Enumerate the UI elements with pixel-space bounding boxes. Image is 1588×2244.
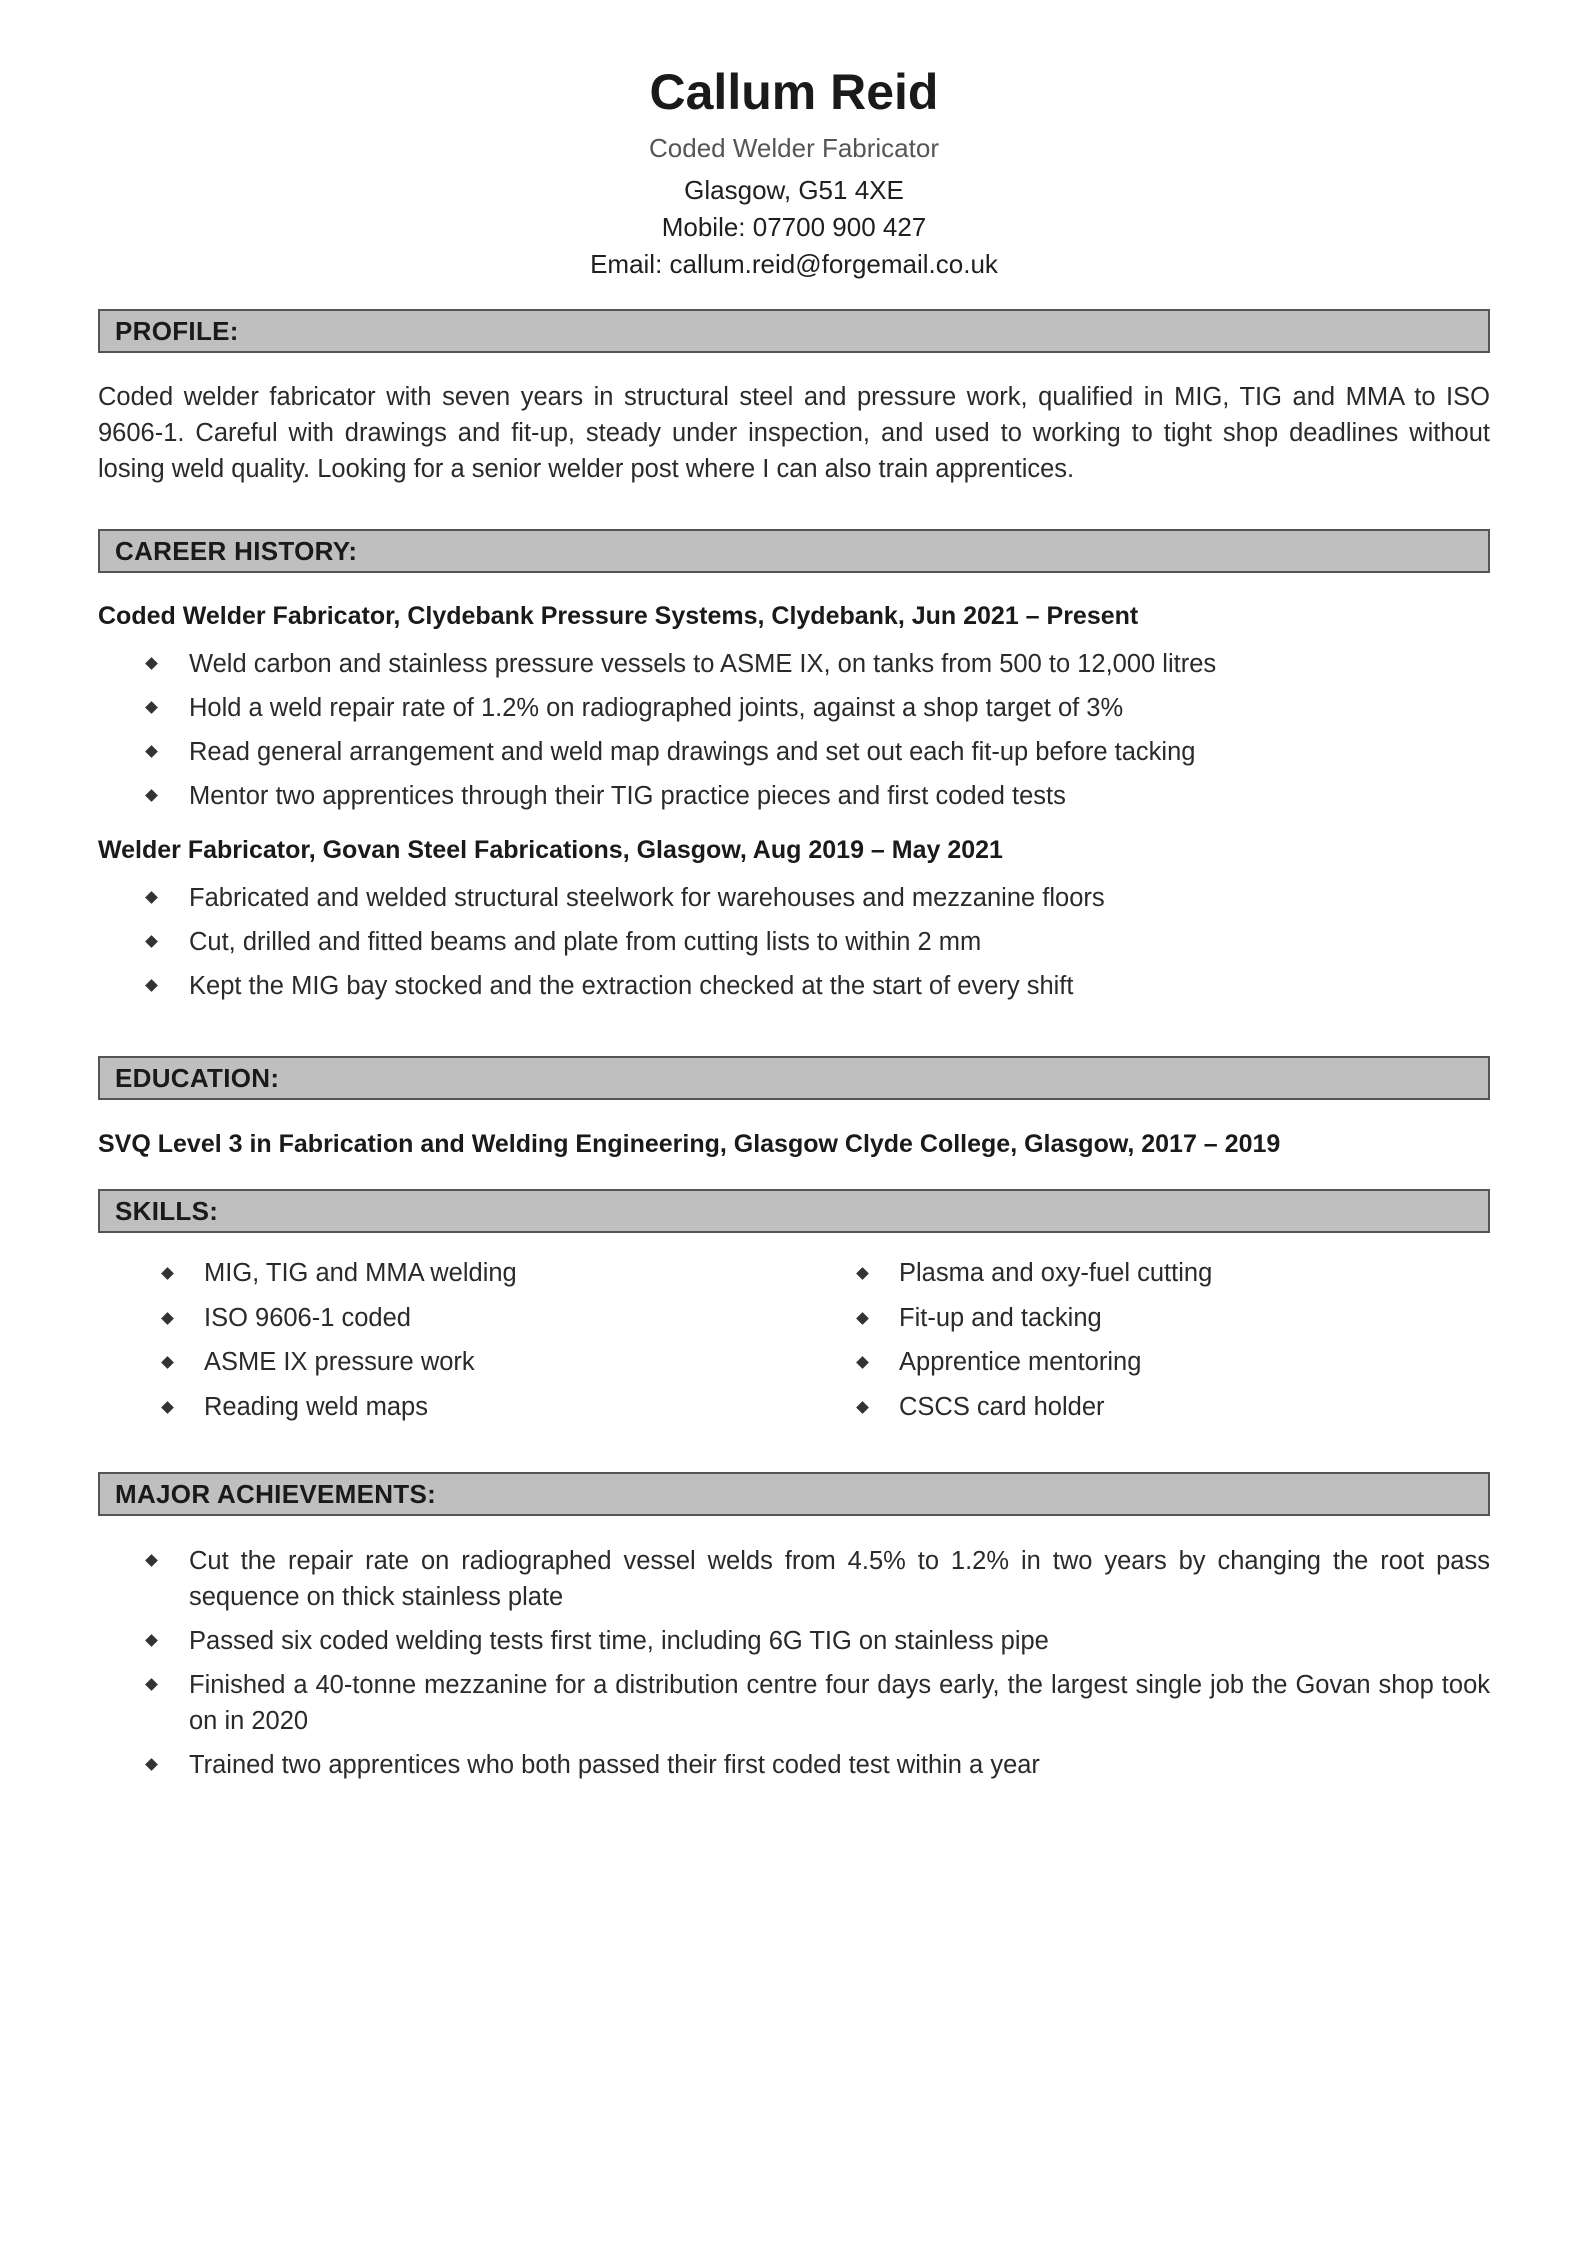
list-item: Mentor two apprentices through their TIG practice pieces and first coded tests — [98, 778, 1490, 814]
list-item: Weld carbon and stainless pressure vessels to ASME IX, on tanks from 500 to 12,000 litres — [98, 646, 1490, 682]
section-heading-career-history: CAREER HISTORY: — [98, 529, 1490, 573]
section-heading-major-achievements: MAJOR ACHIEVEMENTS: — [98, 1472, 1490, 1516]
diamond-bullet-icon — [161, 1356, 174, 1369]
job-bullets — [98, 646, 1490, 814]
diamond-bullet-icon — [145, 657, 158, 670]
job-bullets — [98, 880, 1490, 1004]
achievements-list — [98, 1543, 1490, 1783]
diamond-bullet-icon — [856, 1267, 869, 1280]
skills-grid — [98, 1251, 1490, 1429]
diamond-bullet-icon — [161, 1267, 174, 1280]
diamond-bullet-icon — [145, 979, 158, 992]
list-item: Passed six coded welding tests first time, including 6G TIG on stainless pipe — [98, 1623, 1490, 1659]
diamond-bullet-icon — [145, 789, 158, 802]
diamond-bullet-icon — [145, 891, 158, 904]
candidate-name: Callum Reid — [649, 64, 939, 120]
list-item: Cut the repair rate on radiographed vessel welds from 4.5% to 1.2% in two years by changing the root pass sequence on thick stainless plate — [98, 1543, 1490, 1615]
diamond-bullet-icon — [856, 1356, 869, 1369]
list-item: Read general arrangement and weld map drawings and set out each fit-up before tacking — [98, 734, 1490, 770]
diamond-bullet-icon — [145, 745, 158, 758]
diamond-bullet-icon — [145, 701, 158, 714]
job-entry — [98, 834, 1490, 1004]
resume-header — [98, 62, 1490, 283]
diamond-bullet-icon — [161, 1312, 174, 1325]
candidate-role: Coded Welder Fabricator — [649, 133, 939, 163]
list-item: Cut, drilled and fitted beams and plate from cutting lists to within 2 mm — [98, 924, 1490, 960]
job-title: Welder Fabricator, Govan Steel Fabrications, Glasgow, Aug 2019 – May 2021 — [98, 836, 1003, 864]
diamond-bullet-icon — [161, 1401, 174, 1414]
diamond-bullet-icon — [145, 1758, 158, 1771]
contact-address: Glasgow, G51 4XE — [684, 175, 904, 205]
diamond-bullet-icon — [856, 1401, 869, 1414]
skills-list — [98, 1251, 793, 1429]
list-item: Hold a weld repair rate of 1.2% on radiographed joints, against a shop target of 3% — [98, 690, 1490, 726]
list-item: Trained two apprentices who both passed their first coded test within a year — [98, 1747, 1490, 1783]
list-item: Apprentice mentoring — [793, 1340, 1488, 1385]
contact-email: Email: callum.reid@forgemail.co.uk — [590, 249, 998, 279]
diamond-bullet-icon — [145, 1634, 158, 1647]
section-heading-profile: PROFILE: — [98, 309, 1490, 353]
section-heading-skills: SKILLS: — [98, 1189, 1490, 1233]
job-entry — [98, 600, 1490, 814]
list-item: Plasma and oxy-fuel cutting — [793, 1251, 1488, 1296]
list-item: CSCS card holder — [793, 1385, 1488, 1430]
list-item: Finished a 40-tonne mezzanine for a distribution centre four days early, the largest single job the Govan shop took on in 2020 — [98, 1667, 1490, 1739]
list-item: Kept the MIG bay stocked and the extraction checked at the start of every shift — [98, 968, 1490, 1004]
section-heading-education: EDUCATION: — [98, 1056, 1490, 1100]
skills-column-left — [98, 1251, 793, 1429]
list-item: Fabricated and welded structural steelwork for warehouses and mezzanine floors — [98, 880, 1490, 916]
job-title: Coded Welder Fabricator, Clydebank Pressure Systems, Clydebank, Jun 2021 – Present — [98, 602, 1139, 630]
skills-column-right — [793, 1251, 1488, 1429]
list-item: Fit-up and tacking — [793, 1296, 1488, 1341]
diamond-bullet-icon — [145, 935, 158, 948]
list-item: ISO 9606-1 coded — [98, 1296, 793, 1341]
list-item: MIG, TIG and MMA welding — [98, 1251, 793, 1296]
diamond-bullet-icon — [856, 1312, 869, 1325]
education-entry: SVQ Level 3 in Fabrication and Welding Engineering, Glasgow Clyde College, Glasgow, 2017 – 2019 — [98, 1130, 1281, 1158]
contact-mobile: Mobile: 07700 900 427 — [661, 212, 927, 242]
list-item: ASME IX pressure work — [98, 1340, 793, 1385]
profile-text: Coded welder fabricator with seven years in structural steel and pressure work, qualified in MIG, TIG and MMA to ISO 9606-1. Careful with drawings and fit-up, steady under inspection, and used to working to tight shop deadlines without losing weld quality. Looking for a senior welder post where I can also train apprentices. — [98, 383, 1490, 483]
list-item: Reading weld maps — [98, 1385, 793, 1430]
diamond-bullet-icon — [145, 1554, 158, 1567]
skills-list — [793, 1251, 1488, 1429]
diamond-bullet-icon — [145, 1678, 158, 1691]
